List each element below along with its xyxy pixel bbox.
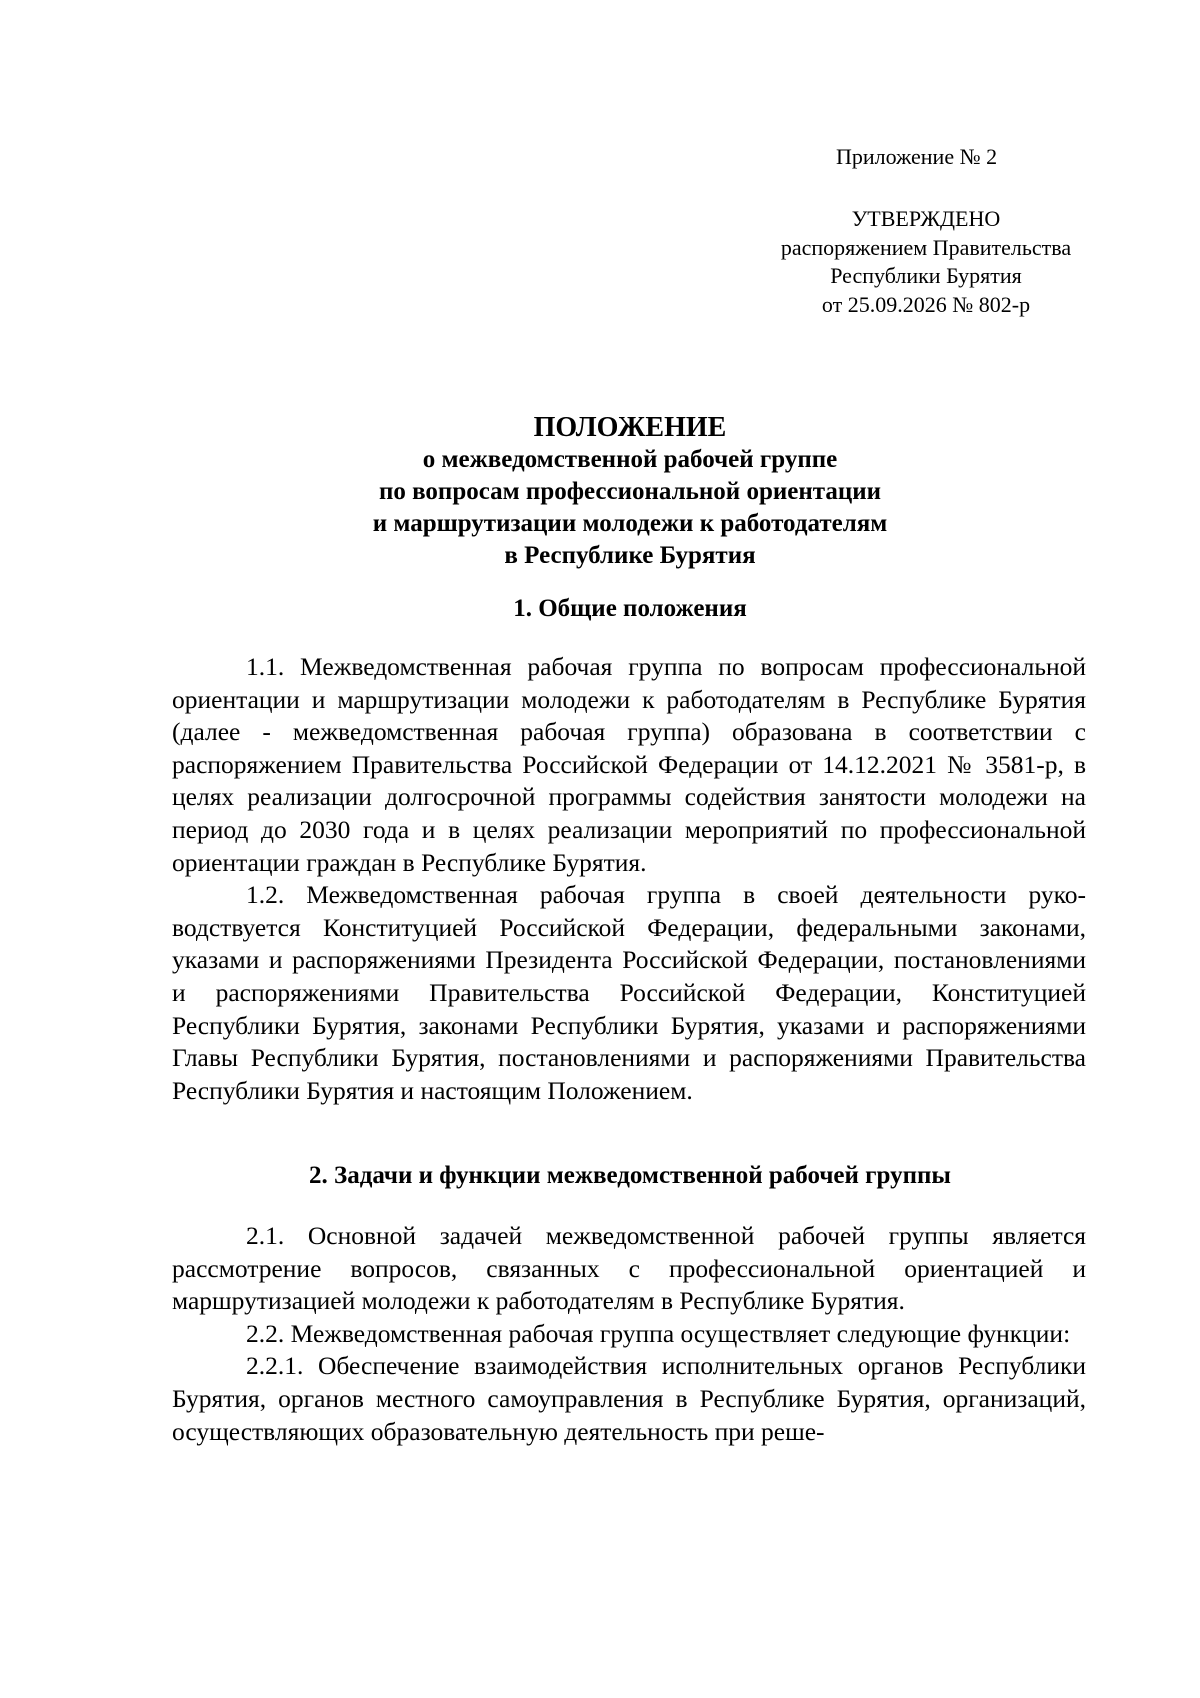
document-title — [160, 412, 1100, 572]
section-heading: 2. Задачи и функции межведомственной рабочей группы — [309, 1162, 951, 1189]
paragraph: 2.1. Основной задачей межведомственной рабочей группы является рассмотрение вопросов, связанных с профессиональной ориентацией и маршрутизацией молодежи к работодателям в Республике Бурятия. — [172, 1221, 1086, 1316]
section-heading: 1. Общие положения — [513, 595, 747, 622]
section-body — [172, 651, 1086, 1107]
approval-line: Республики Бурятия — [830, 263, 1022, 288]
approval-date-line: от 25.09.2026 № 802-р — [821, 291, 1031, 317]
title-line: и маршрутизации молодежи к работодателям — [372, 510, 888, 537]
title-line: в Республике Бурятия — [504, 542, 756, 569]
section-body — [172, 1220, 1086, 1448]
title-line: о межведомственной рабочей группе — [422, 446, 838, 473]
approval-stamp: УТВЕРЖДЕНО — [851, 206, 1001, 231]
approval-block — [756, 205, 1096, 319]
title-line: по вопросам профессиональной ориентации — [378, 478, 882, 505]
paragraph: 1.1. Межведомственная рабочая группа по вопросам профессиональной ориентации и маршрутизации молодежи к работодателям в Республике Бурятия (далее - межведомственная рабочая группа) образована в соответствии с распоряжением Правительства Российской Федерации от 14.12.2021 № 3581-р, в целях реализации долгосрочной программы содействия занятости молодежи на период до 2030 года и в целях реализации мероприятий по профессиональной ориентации граждан в Республике Бурятия. — [172, 652, 1086, 877]
paragraph: 2.2.1. Обеспечение взаимодействия исполнительных органов Республики Бурятия, органов местного самоуправления в Республике Бурятия, организаций, осуществляющих образовательную деятельность при реше- — [172, 1351, 1086, 1446]
approval-line: распоряжением Правительства — [780, 234, 1072, 260]
paragraph: 2.2. Межведомственная рабочая группа осуществляет следующие функции: — [246, 1318, 1071, 1348]
paragraph: 1.2. Межведомственная рабочая группа в своей деятельности руководствуется Конституцией Российской Федерации, федеральными законами, указами и распоряжениями Президента Российской Федерации, постановлениями и распоряжениями Правительства Российской Федерации, Конституцией Республики Бурятия, законами Республики Бурятия, указами и распоряжениями Главы Республики Бурятия, постановлениями и распоряжениями Правительства Республики Бурятия и настоящим Положением. — [172, 880, 1086, 1105]
annex-label: Приложение № 2 — [836, 144, 998, 169]
title-main: ПОЛОЖЕНИЕ — [533, 412, 727, 443]
